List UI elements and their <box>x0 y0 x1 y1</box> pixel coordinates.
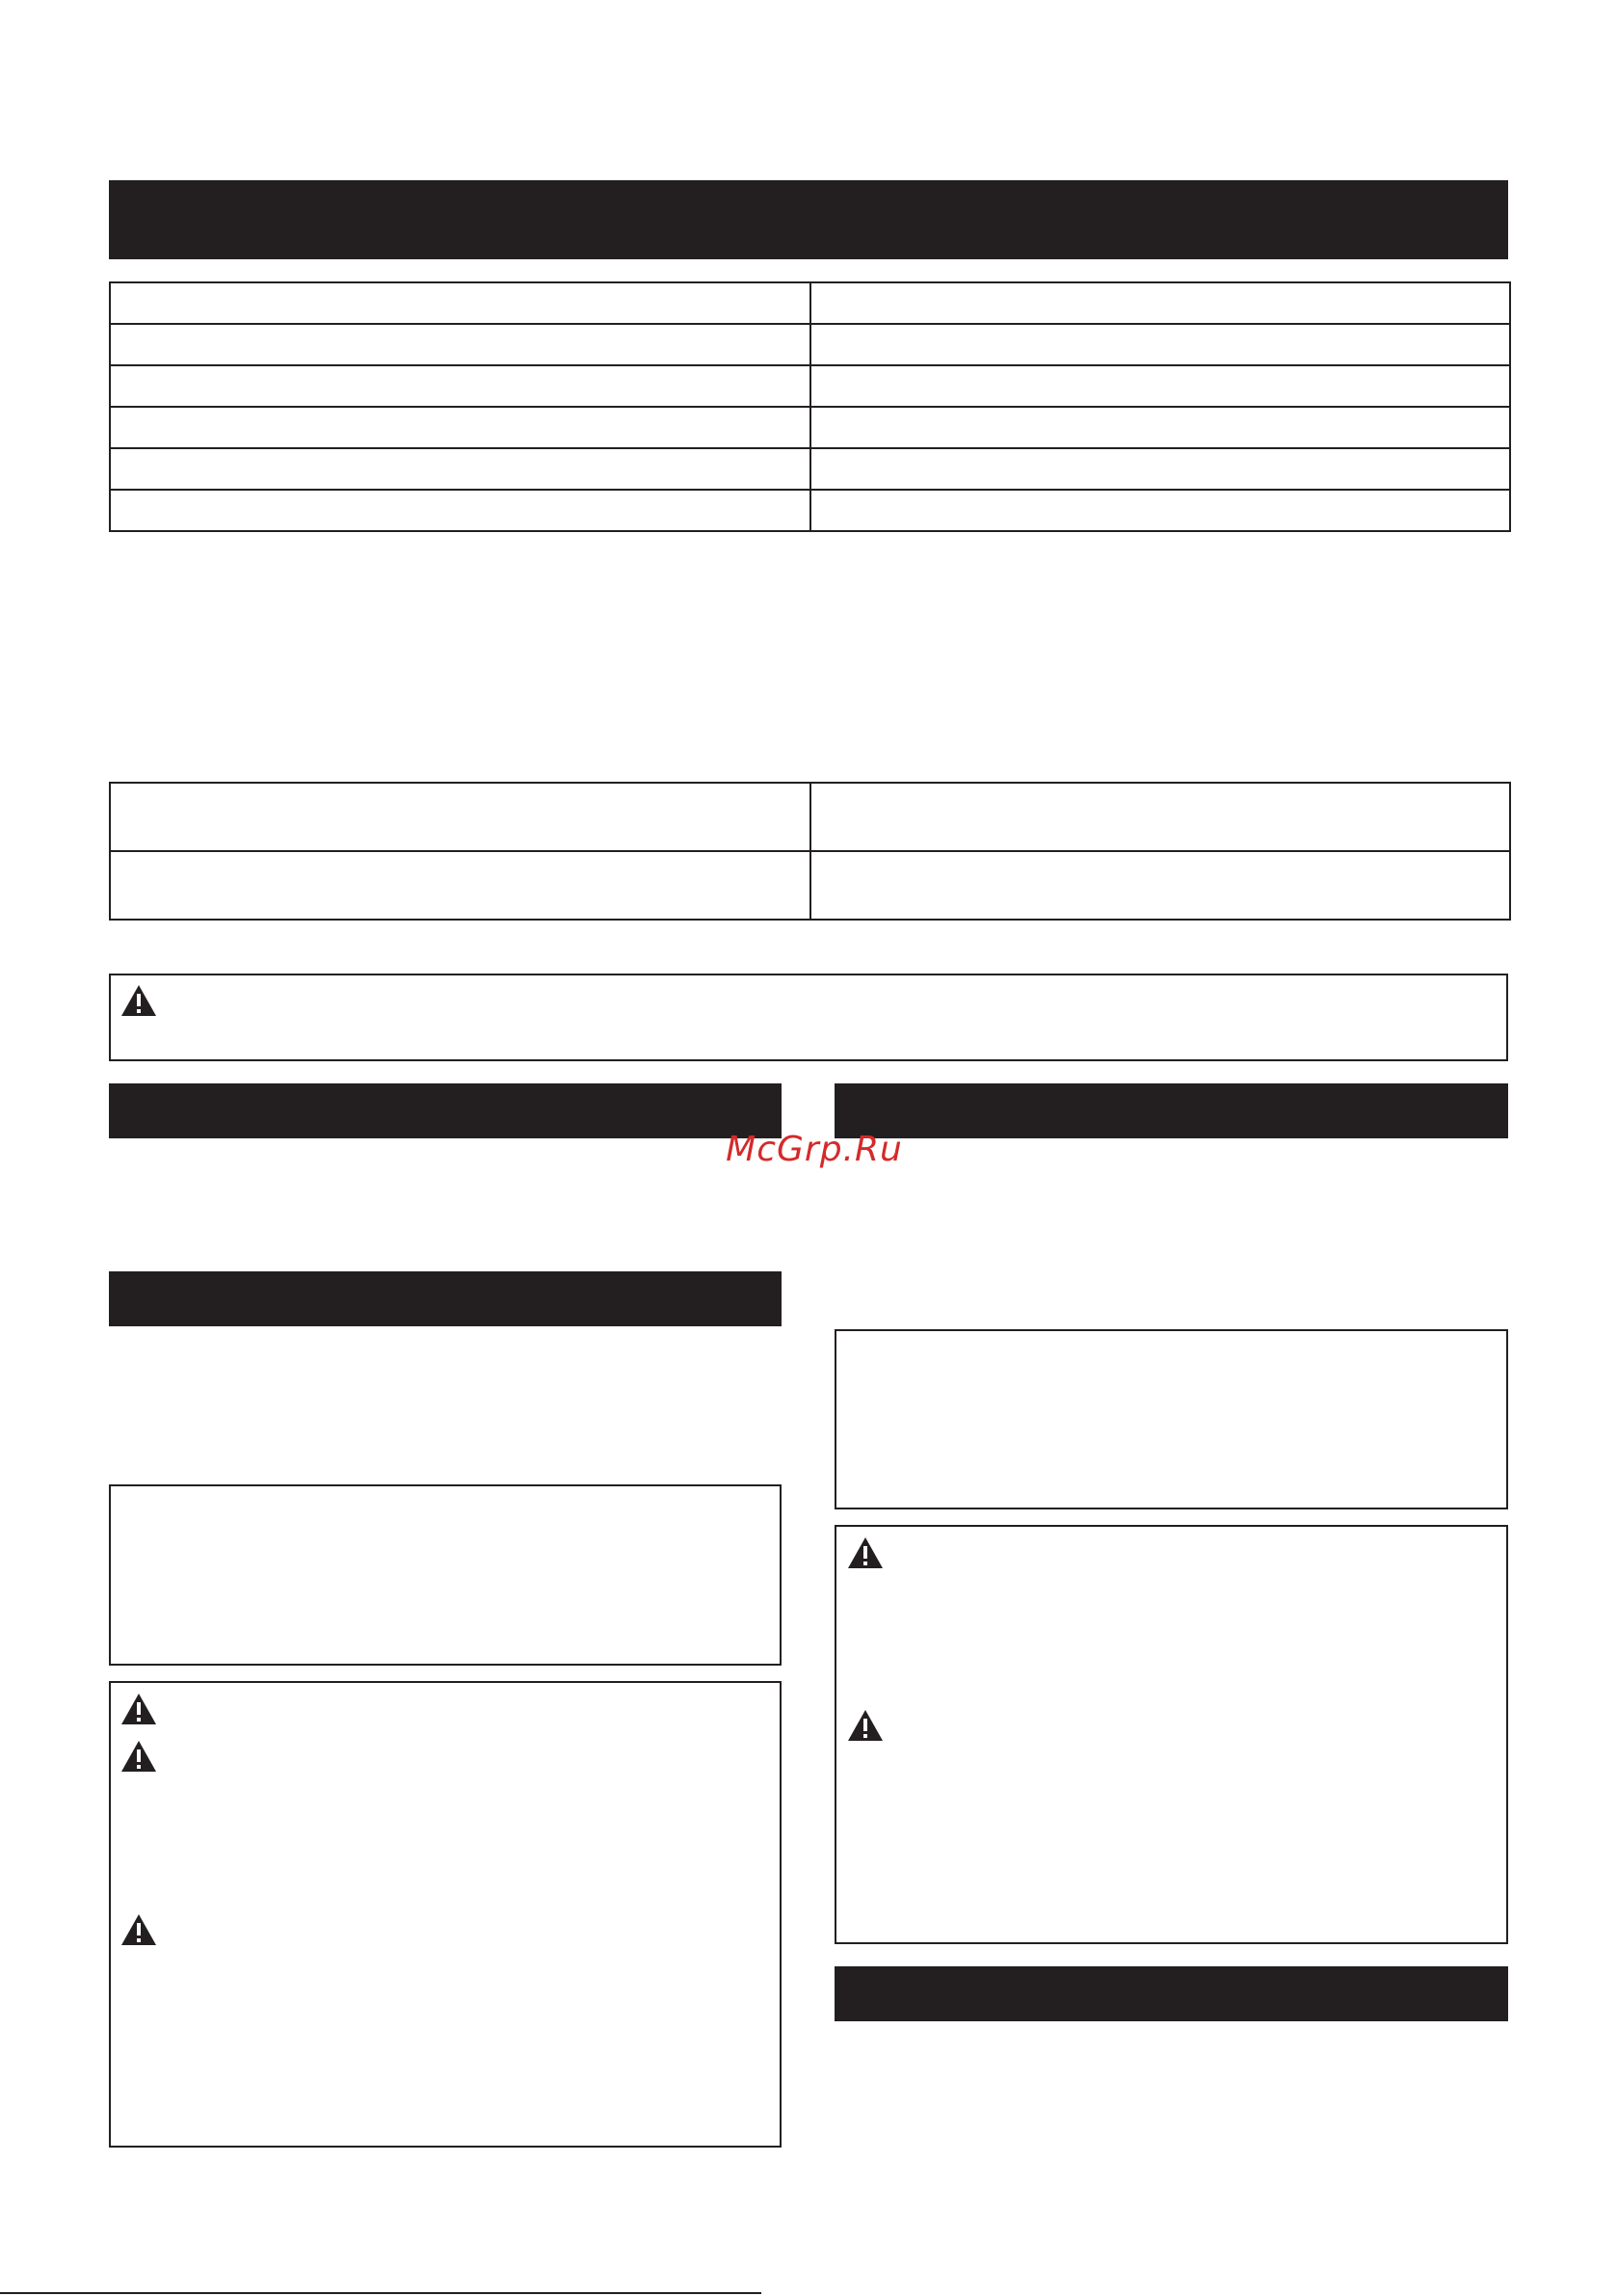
footer-rule <box>0 2292 761 2294</box>
table-cell <box>110 851 810 920</box>
table-cell <box>110 324 810 365</box>
left-section-heading-1 <box>109 1083 782 1138</box>
warning-triangle-icon <box>120 1913 157 1946</box>
table-cell <box>810 783 1510 851</box>
table-cell <box>810 851 1510 920</box>
table-row <box>110 282 1510 324</box>
warning-triangle-icon <box>120 1693 157 1725</box>
warning-box-full <box>109 974 1508 1061</box>
right-note-box <box>835 1329 1508 1509</box>
specification-table <box>109 281 1511 532</box>
warning-triangle-icon <box>847 1536 884 1569</box>
table-cell <box>810 282 1510 324</box>
table-row <box>110 490 1510 531</box>
table-cell <box>810 448 1510 490</box>
left-note-box <box>109 1484 782 1666</box>
table-cell <box>110 282 810 324</box>
table-row <box>110 851 1510 920</box>
table-cell <box>110 448 810 490</box>
table-row <box>110 783 1510 851</box>
table-cell <box>110 490 810 531</box>
warning-triangle-icon <box>120 1740 157 1773</box>
watermark: McGrp.Ru <box>726 1130 903 1169</box>
table-cell <box>110 407 810 448</box>
table-cell <box>810 324 1510 365</box>
table-row <box>110 324 1510 365</box>
table-cell <box>110 783 810 851</box>
title-bar <box>109 180 1508 259</box>
right-warning-box <box>835 1525 1508 1944</box>
table-row <box>110 448 1510 490</box>
warning-triangle-icon <box>120 984 157 1017</box>
table-cell <box>810 365 1510 407</box>
right-section-heading-2 <box>835 1966 1508 2021</box>
left-section-heading-2 <box>109 1271 782 1326</box>
right-section-heading-1 <box>835 1083 1508 1138</box>
table-cell <box>810 490 1510 531</box>
secondary-table <box>109 782 1511 921</box>
table-row <box>110 365 1510 407</box>
table-cell <box>110 365 810 407</box>
left-warning-box <box>109 1681 782 2148</box>
table-cell <box>810 407 1510 448</box>
table-row <box>110 407 1510 448</box>
warning-triangle-icon <box>847 1709 884 1742</box>
